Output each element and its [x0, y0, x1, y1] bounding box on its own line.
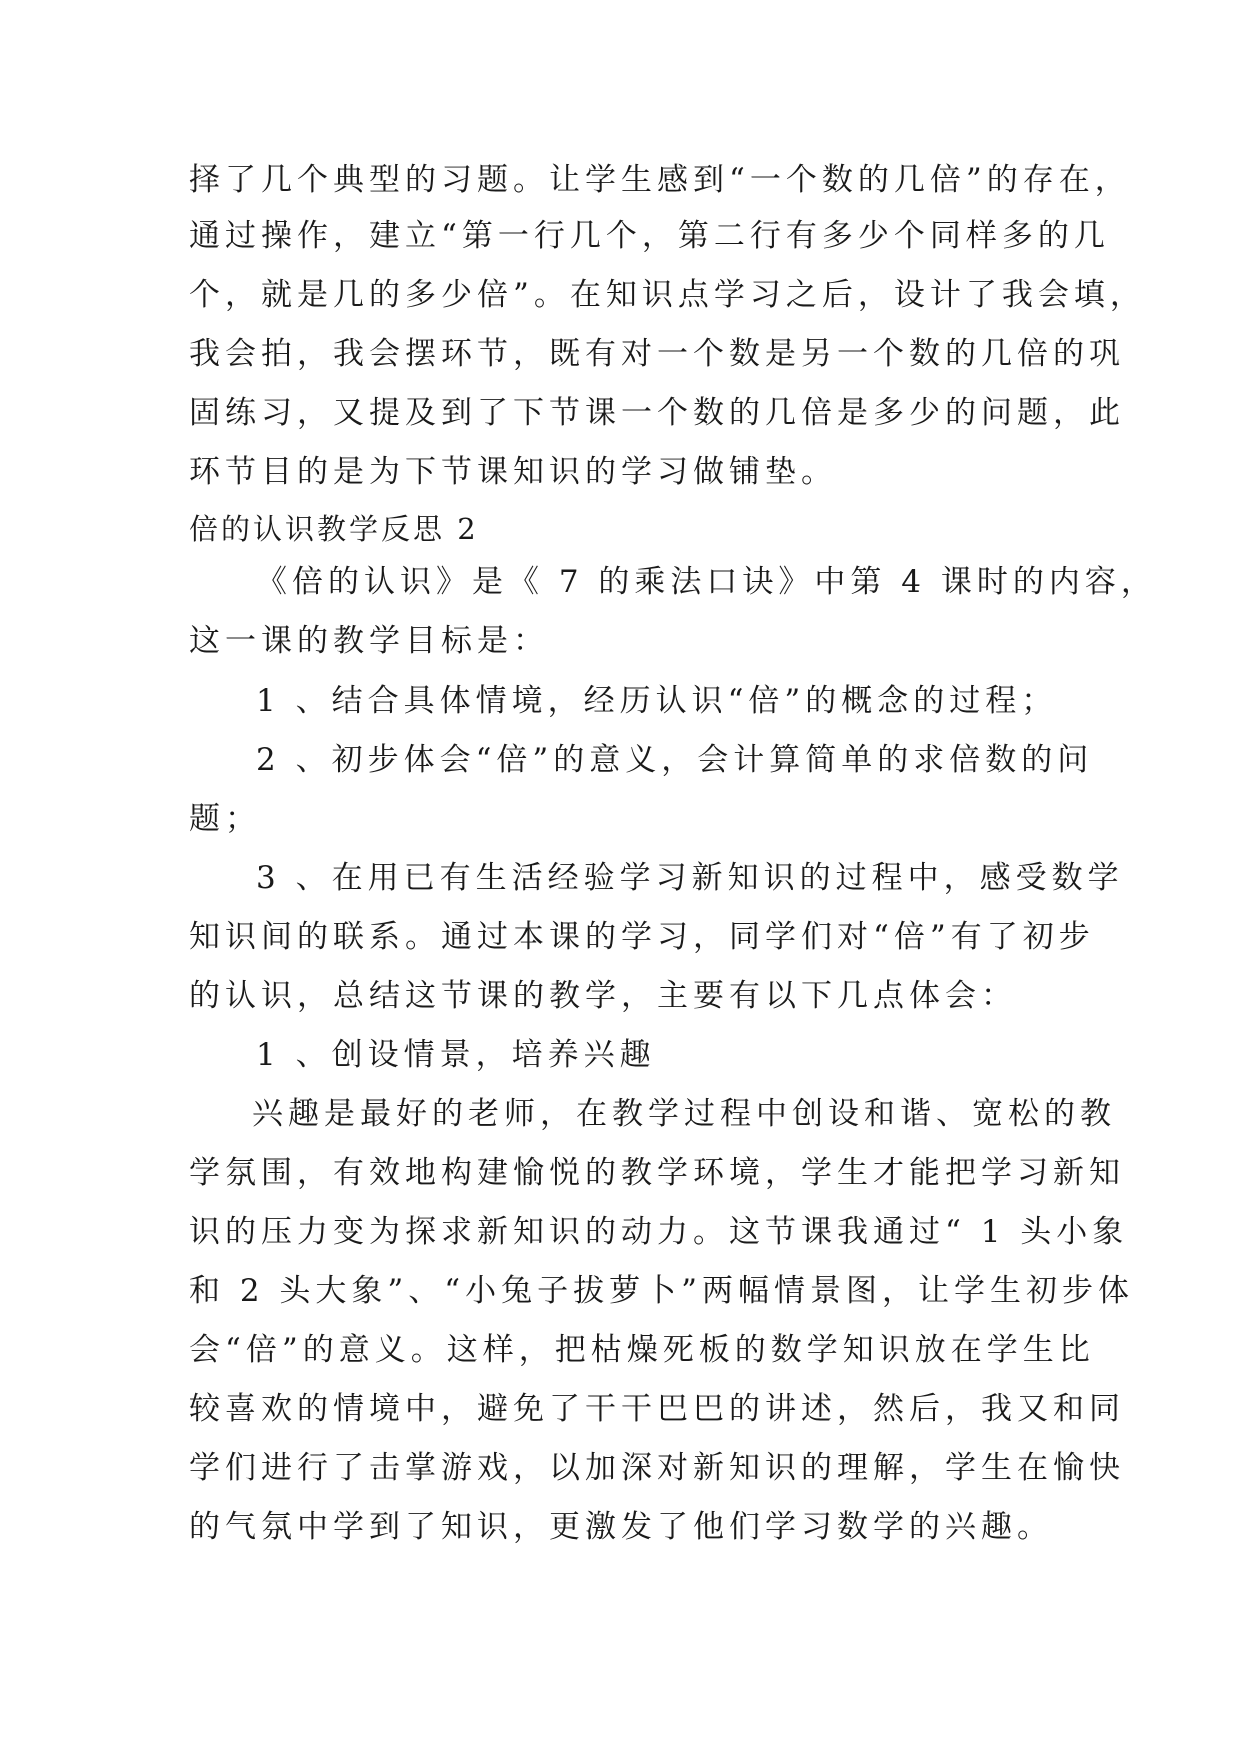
- text-line: 知识间的联系。通过本课的学习，同学们对“倍”有了初步: [189, 919, 1095, 955]
- text-line: 题；: [189, 801, 261, 837]
- list-item: 1 、结合具体情境，经历认识“倍”的概念的过程；: [256, 683, 1058, 719]
- text-line: 学们进行了击掌游戏，以加深对新知识的理解，学生在愉快: [189, 1450, 1125, 1486]
- text-line: 较喜欢的情境中，避免了干干巴巴的讲述，然后，我又和同: [189, 1391, 1125, 1427]
- text-line: 兴趣是最好的老师，在教学过程中创设和谐、宽松的教: [252, 1096, 1116, 1132]
- text-line: 我会拍，我会摆环节，既有对一个数是另一个数的几倍的巩: [189, 336, 1125, 372]
- sub-heading: 1 、创设情景，培养兴趣: [256, 1037, 656, 1073]
- section-heading: 倍的认识教学反思 2: [189, 512, 479, 546]
- text-line: 识的压力变为探求新知识的动力。这节课我通过“ 1 头小象: [189, 1214, 1129, 1250]
- text-line: 学氛围，有效地构建愉悦的教学环境，学生才能把学习新知: [189, 1155, 1125, 1191]
- list-item: 2 、初步体会“倍”的意义，会计算简单的求倍数的问: [256, 742, 1094, 778]
- text-line: 这一课的教学目标是：: [189, 623, 549, 659]
- text-line: 通过操作，建立“第一行几个，第二行有多少个同样多的几: [189, 218, 1110, 254]
- text-line: 和 2 头大象”、“小兔子拔萝卜”两幅情景图，让学生初步体: [189, 1273, 1134, 1309]
- text-line: 环节目的是为下节课知识的学习做铺垫。: [189, 454, 837, 490]
- list-item: 3 、在用已有生活经验学习新知识的过程中，感受数学: [256, 860, 1124, 896]
- text-line: 择了几个典型的习题。让学生感到“一个数的几倍”的存在，: [189, 162, 1131, 198]
- text-line: 的认识，总结这节课的教学，主要有以下几点体会：: [189, 978, 1017, 1014]
- text-line: 会“倍”的意义。这样，把枯燥死板的数学知识放在学生比: [189, 1332, 1095, 1368]
- text-line: 的气氛中学到了知识，更激发了他们学习数学的兴趣。: [189, 1509, 1053, 1545]
- text-line: 个，就是几的多少倍”。在知识点学习之后，设计了我会填，: [189, 277, 1146, 313]
- text-line: 固练习，又提及到了下节课一个数的几倍是多少的问题，此: [189, 395, 1125, 431]
- text-line: 《倍的认识》是《 7 的乘法口诀》中第 4 课时的内容，: [256, 564, 1157, 600]
